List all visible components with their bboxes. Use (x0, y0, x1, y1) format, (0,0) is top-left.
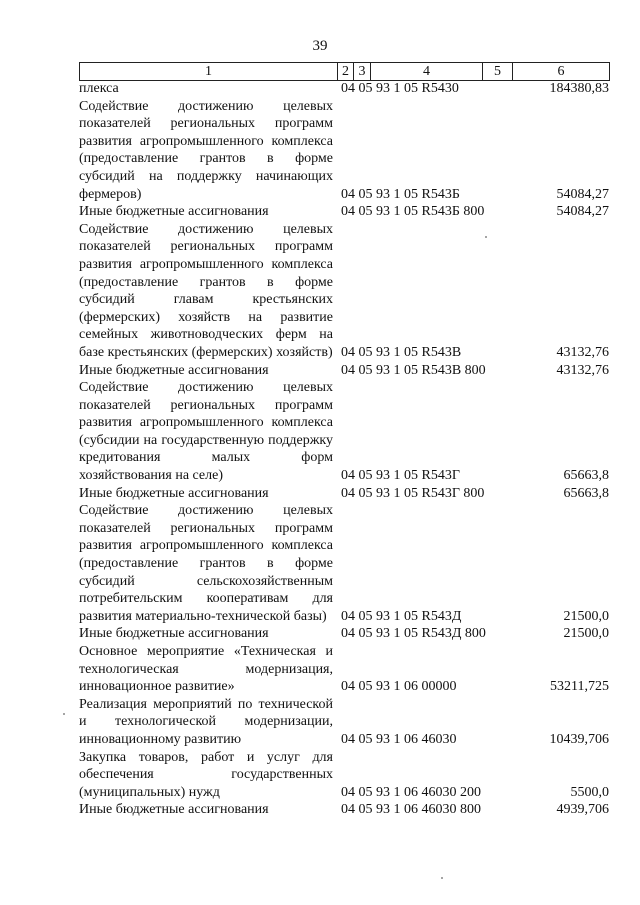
column-header-5: 5 (483, 63, 513, 81)
row-name: Иные бюджетные ассигнования (79, 802, 269, 818)
column-header-2: 2 (338, 63, 354, 81)
row-name: Закупка товаров, работ и услуг для обеспечения государственных (муниципальных) нужд (79, 749, 333, 800)
table-row (79, 696, 609, 749)
row-amount: 43132,76 (556, 344, 609, 360)
row-amount: 53211,725 (550, 679, 609, 695)
row-amount: 43132,76 (556, 362, 609, 378)
table-row (79, 749, 609, 802)
row-amount: 54084,27 (556, 186, 609, 202)
scan-speck (485, 236, 487, 238)
row-name: Реализация мероприятий по технической и технологической модернизации, инновационному развитию (79, 696, 333, 747)
row-code: 04 05 93 1 05 R543Д (341, 608, 462, 624)
row-name: Содействие достижению целевых показателей региональных программ развития агропромышленного комплекса (субсидии на государственную поддержку кредитования малых форм хозяйствования на селе) (79, 380, 333, 484)
row-code: 04 05 93 1 05 R543Б 800 (341, 204, 485, 220)
table-row (79, 98, 609, 204)
table-row (79, 362, 609, 380)
row-amount: 184380,83 (549, 81, 609, 96)
row-name: Иные бюджетные ассигнования (79, 362, 269, 378)
table-row (79, 221, 609, 362)
row-code: 04 05 93 1 05 R543В 800 (341, 362, 486, 378)
row-amount: 65663,8 (563, 468, 609, 484)
table-row (79, 80, 609, 98)
row-name: Иные бюджетные ассигнования (79, 204, 269, 220)
row-amount: 21500,0 (563, 626, 609, 642)
table-row (79, 625, 609, 643)
row-code: 04 05 93 1 05 R543Г (341, 468, 460, 484)
scan-speck (63, 713, 65, 715)
row-code: 04 05 93 1 06 46030 200 (341, 784, 481, 800)
row-amount: 4939,706 (556, 802, 609, 818)
table-row (79, 203, 609, 221)
row-amount: 10439,706 (549, 731, 609, 747)
row-name: Содействие достижению целевых показателей региональных программ развития агропромышленного комплекса (предоставление грантов в форме субсидий главам крестьянских (фермерских) хозяйств на развитие семейных животноводческих ферм на базе крестьянских (фермерских) хозяйств) (79, 221, 333, 360)
row-name: Содействие достижению целевых показателей региональных программ развития агропромышленного комплекса (предоставление грантов в форме субсидий сельскохозяйственным потребительским кооперативам для развития материально-технической базы) (79, 503, 333, 624)
row-name: Иные бюджетные ассигнования (79, 485, 269, 501)
row-code: 04 05 93 1 05 R543Г 800 (341, 485, 485, 501)
row-amount: 5500,0 (570, 784, 609, 800)
row-code: 04 05 93 1 05 R5430 (341, 81, 459, 96)
row-amount: 54084,27 (556, 204, 609, 220)
column-header-1: 1 (80, 63, 338, 81)
row-name: Иные бюджетные ассигнования (79, 626, 269, 642)
row-code: 04 05 93 1 06 46030 800 (341, 802, 481, 818)
row-code: 04 05 93 1 05 R543В (341, 344, 462, 360)
row-code: 04 05 93 1 05 R543Д 800 (341, 626, 486, 642)
row-name: плекса (79, 81, 119, 96)
row-code: 04 05 93 1 06 46030 (341, 731, 457, 747)
table-row (79, 801, 609, 819)
table-row (79, 485, 609, 503)
row-code: 04 05 93 1 06 00000 (341, 679, 457, 695)
table-row (79, 643, 609, 696)
table-row (79, 502, 609, 625)
column-header-6: 6 (513, 63, 610, 81)
page-number: 39 (312, 38, 328, 54)
column-header-4: 4 (371, 63, 483, 81)
column-header-row (79, 62, 610, 81)
row-amount: 21500,0 (563, 608, 609, 624)
column-header-3: 3 (354, 63, 371, 81)
scan-speck (441, 877, 443, 879)
row-name: Основное мероприятие «Техническая и технологическая модернизация, инновационное развитие» (79, 644, 333, 695)
budget-table-body (79, 80, 609, 819)
row-code: 04 05 93 1 05 R543Б (341, 186, 460, 202)
table-row (79, 379, 609, 485)
row-name: Содействие достижению целевых показателей региональных программ развития агропромышленного комплекса (предоставление грантов в форме субсидий на поддержку начинающих фермеров) (79, 98, 333, 202)
row-amount: 65663,8 (563, 485, 609, 501)
